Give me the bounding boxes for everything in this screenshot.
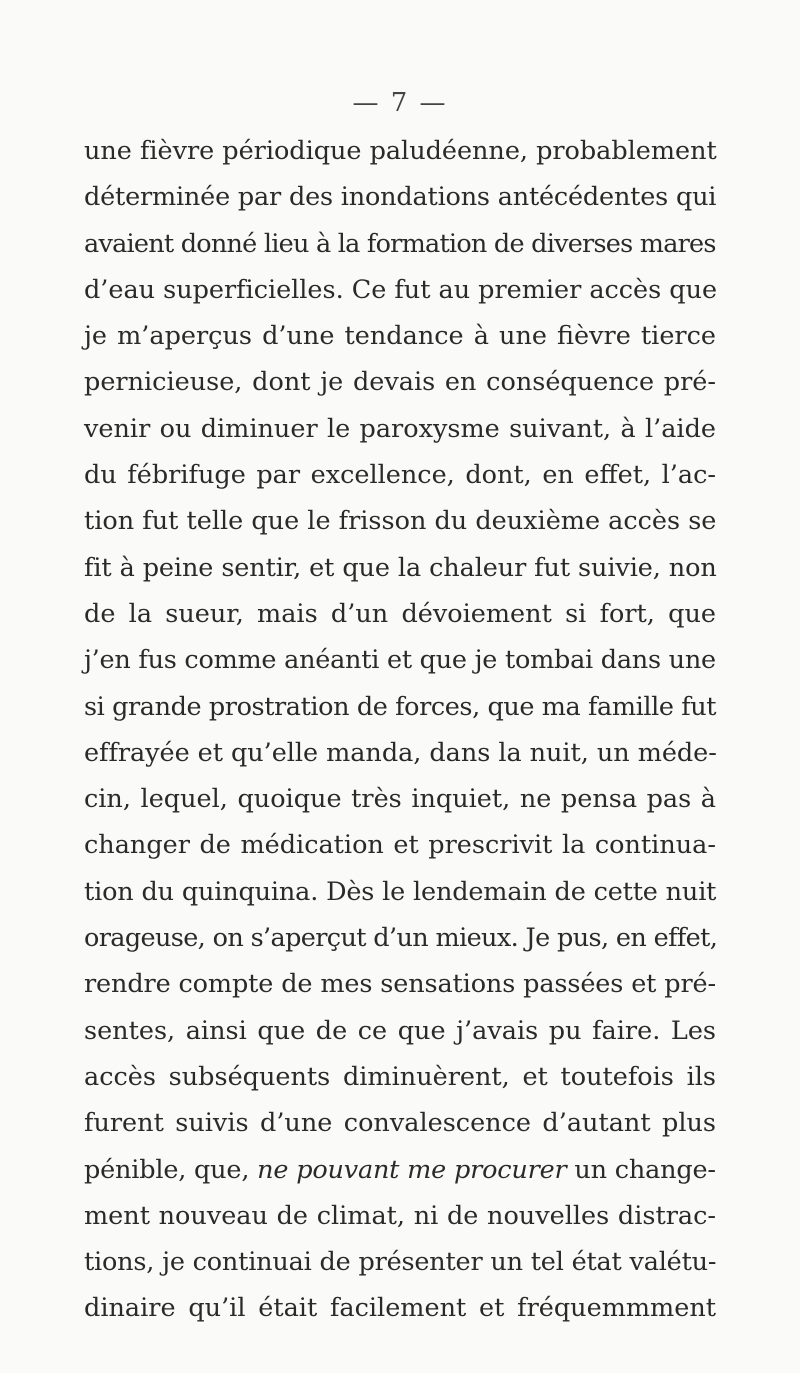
text-line: sentes, ainsi que de ce que j’avais pu faire. Les: [84, 1015, 716, 1046]
line-segment: pénible, que,: [84, 1154, 258, 1185]
italic-phrase: ne pouvant me procurer: [257, 1154, 567, 1185]
text-line: rendre compte de mes sensations passées et pré-: [84, 969, 716, 1000]
text-line: avaient donné lieu à la formation de diverses mares: [84, 228, 716, 259]
text-line: changer de médication et prescrivit la continua-: [84, 830, 716, 861]
text-line: ment nouveau de climat, ni de nouvelles distrac-: [84, 1200, 716, 1231]
line-segment: un change-: [566, 1154, 716, 1185]
text-line: orageuse, on s’aperçut d’un mieux. Je pus, en effet,: [84, 923, 718, 954]
text-line: furent suivis d’une convalescence d’autant plus: [84, 1108, 716, 1139]
page-number: — 7 —: [352, 88, 448, 118]
text-line: accès subséquents diminuèrent, et toutefois ils: [84, 1061, 716, 1092]
text-line: tion fut telle que le frisson du deuxième accès se: [84, 506, 717, 537]
text-line: une fièvre périodique paludéenne, probablement: [84, 136, 717, 166]
text-line: du fébrifuge par excellence, dont, en effet, l’ac-: [84, 460, 716, 491]
text-line: déterminée par des inondations antécédentes qui: [84, 182, 717, 213]
text-line: fit à peine sentir, et que la chaleur fut suivie, non: [84, 552, 717, 583]
text-line: d’eau superficielles. Ce fut au premier accès que: [84, 274, 718, 305]
text-line: cin, lequel, quoique très inquiet, ne pensa pas à: [84, 784, 716, 815]
text-line: effrayée et qu’elle manda, dans la nuit, un méde-: [84, 737, 717, 768]
text-line: pernicieuse, dont je devais en conséquence pré-: [84, 367, 716, 398]
text-line: tions, je continuai de présenter un tel état valétu-: [84, 1247, 717, 1278]
body-text: [84, 128, 716, 1332]
text-line: venir ou diminuer le paroxysme suivant, à l’aide: [84, 413, 716, 444]
text-line-with-italic: [84, 1147, 716, 1193]
text-line: tion du quinquina. Dès le lendemain de cette nuit: [84, 876, 717, 907]
text-line: de la sueur, mais d’un dévoiement si fort, que: [84, 598, 716, 629]
text-line: je m’aperçus d’une tendance à une fièvre tierce: [84, 321, 716, 352]
text-line: j’en fus comme anéanti et que je tombai dans une: [84, 645, 716, 676]
text-line: si grande prostration de forces, que ma famille fut: [84, 691, 717, 722]
text-line: dinaire qu’il était facilement et fréquemmment: [84, 1293, 716, 1324]
